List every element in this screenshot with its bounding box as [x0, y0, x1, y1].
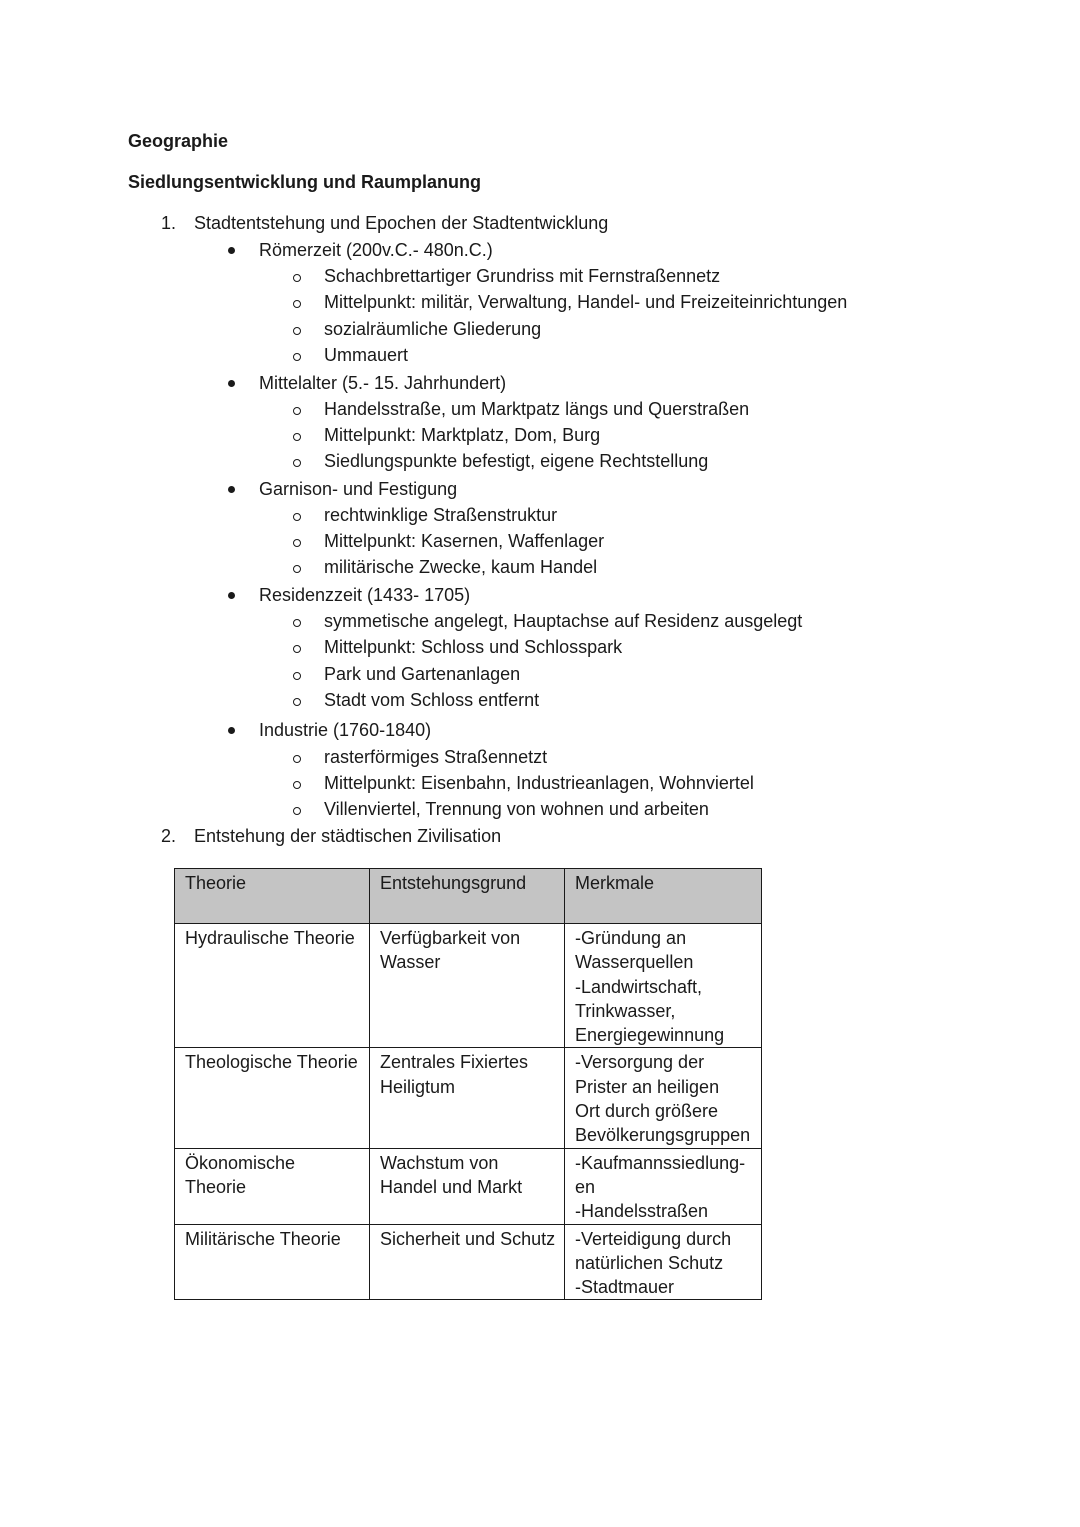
circle-bullet-icon	[291, 609, 305, 633]
cell-text: Wachstum von	[380, 1152, 499, 1173]
cell-text: Verfügbarkeit von	[380, 928, 521, 948]
circle-bullet-icon	[291, 343, 305, 367]
cell-text: Wasser	[380, 952, 441, 973]
table-row	[175, 1224, 762, 1300]
epoch-point-text: Handelsstraße, um Marktpatz längs und Querstraßen	[324, 399, 750, 419]
table-header-row	[175, 869, 762, 924]
document-title: Geographie	[128, 131, 229, 151]
cell-text: en	[575, 1176, 596, 1197]
epoch-point-text: rasterförmiges Straßennetzt	[324, 747, 548, 767]
cell-text: Hydraulische Theorie	[185, 928, 355, 948]
cell-text: Theologische Theorie	[185, 1052, 358, 1073]
epoch-label: Römerzeit (200v.C.- 480n.C.)	[259, 240, 493, 260]
cell-theorie	[175, 1224, 370, 1300]
cell-text: -Versorgung der	[575, 1052, 705, 1073]
column-header-theorie: Theorie	[175, 869, 370, 924]
epoch-point-text: Mittelpunkt: militär, Verwaltung, Handel- und Freizeiteinrichtungen	[324, 292, 848, 312]
circle-bullet-icon	[291, 797, 305, 821]
epoch-label: Garnison- und Festigung	[259, 479, 458, 499]
cell-text: Prister an heiligen	[575, 1076, 720, 1097]
circle-bullet-icon	[291, 423, 305, 447]
cell-theorie	[175, 924, 370, 1048]
epoch-point-text: rechtwinklige Straßenstruktur	[324, 505, 558, 525]
cell-text: Wasserquellen	[575, 952, 694, 973]
bullet-icon	[226, 583, 238, 607]
epoch-point-text: Siedlungspunkte befestigt, eigene Rechtstellung	[324, 451, 709, 471]
epoch-point-text: symmetische angelegt, Hauptachse auf Residenz ausgelegt	[324, 611, 803, 631]
cell-text: Ökonomische	[185, 1152, 296, 1173]
cell-text: -Gründung an	[575, 928, 687, 948]
epoch-point-text: Mittelpunkt: Kasernen, Waffenlager	[324, 531, 605, 551]
epoch-point-text: Mittelpunkt: Schloss und Schlosspark	[324, 637, 623, 657]
cell-text: -Landwirtschaft,	[575, 976, 703, 997]
cell-merkmale	[565, 1048, 762, 1148]
cell-merkmale	[565, 924, 762, 1048]
cell-text: Theorie	[185, 1176, 247, 1197]
cell-text: Heiligtum	[380, 1076, 456, 1097]
cell-text: Ort durch größere	[575, 1101, 719, 1122]
epoch-point-text: Park und Gartenanlagen	[324, 664, 521, 684]
cell-text: Energiegewinnung	[575, 1025, 725, 1046]
epoch-point-text: Ummauert	[324, 345, 409, 365]
epoch-point-text: Schachbrettartiger Grundriss mit Fernstraßennetz	[324, 266, 721, 286]
cell-text: Handel und Markt	[380, 1176, 523, 1197]
bullet-icon	[226, 238, 238, 262]
circle-bullet-icon	[291, 503, 305, 527]
circle-bullet-icon	[291, 317, 305, 341]
cell-text: -Handelsstraßen	[575, 1201, 709, 1222]
cell-text: -Stadtmauer	[575, 1277, 675, 1298]
circle-bullet-icon	[291, 397, 305, 421]
cell-text: Bevölkerungsgruppen	[575, 1125, 751, 1146]
circle-bullet-icon	[291, 449, 305, 473]
theory-table	[174, 868, 762, 1300]
column-header-merkmale: Merkmale	[565, 869, 762, 924]
circle-bullet-icon	[291, 771, 305, 795]
epoch-point-text: sozialräumliche Gliederung	[324, 319, 542, 339]
circle-bullet-icon	[291, 264, 305, 288]
epoch-point-text: Stadt vom Schloss entfernt	[324, 690, 540, 710]
section-number: 2.	[161, 826, 177, 846]
document-subtitle: Siedlungsentwicklung und Raumplanung	[128, 172, 482, 192]
circle-bullet-icon	[291, 290, 305, 314]
cell-text: Zentrales Fixiertes	[380, 1052, 529, 1073]
circle-bullet-icon	[291, 529, 305, 553]
cell-text: -Verteidigung durch	[575, 1228, 732, 1249]
cell-grund	[370, 1148, 565, 1224]
cell-merkmale	[565, 1148, 762, 1224]
section-heading-text: Entstehung der städtischen Zivilisation	[194, 826, 502, 846]
section-heading-text: Stadtentstehung und Epochen der Stadtentwicklung	[194, 213, 609, 233]
cell-text: Trinkwasser,	[575, 1000, 676, 1021]
cell-theorie	[175, 1148, 370, 1224]
section-number: 1.	[161, 213, 177, 233]
table-row	[175, 1148, 762, 1224]
table-row	[175, 924, 762, 1048]
cell-grund	[370, 1224, 565, 1300]
column-header-entstehungsgrund: Entstehungsgrund	[370, 869, 565, 924]
cell-grund	[370, 924, 565, 1048]
bullet-icon	[226, 718, 238, 742]
circle-bullet-icon	[291, 662, 305, 686]
epoch-point-text: Mittelpunkt: Eisenbahn, Industrieanlagen, Wohnviertel	[324, 773, 754, 793]
epoch-label: Residenzzeit (1433- 1705)	[259, 585, 471, 605]
cell-text: Sicherheit und Schutz	[380, 1228, 556, 1249]
circle-bullet-icon	[291, 635, 305, 659]
table-row	[175, 1048, 762, 1148]
circle-bullet-icon	[291, 555, 305, 579]
bullet-icon	[226, 371, 238, 395]
cell-text: natürlichen Schutz	[575, 1252, 724, 1273]
cell-theorie	[175, 1048, 370, 1148]
cell-grund	[370, 1048, 565, 1148]
epoch-point-text: militärische Zwecke, kaum Handel	[324, 557, 598, 577]
cell-text: -Kaufmannssiedlung-	[575, 1152, 746, 1173]
circle-bullet-icon	[291, 688, 305, 712]
cell-merkmale	[565, 1224, 762, 1300]
epoch-label: Mittelalter (5.- 15. Jahrhundert)	[259, 373, 507, 393]
epoch-point-text: Villenviertel, Trennung von wohnen und arbeiten	[324, 799, 709, 819]
circle-bullet-icon	[291, 745, 305, 769]
epoch-label: Industrie (1760-1840)	[259, 720, 432, 740]
bullet-icon	[226, 477, 238, 501]
epoch-point-text: Mittelpunkt: Marktplatz, Dom, Burg	[324, 425, 601, 445]
cell-text: Militärische Theorie	[185, 1228, 341, 1249]
